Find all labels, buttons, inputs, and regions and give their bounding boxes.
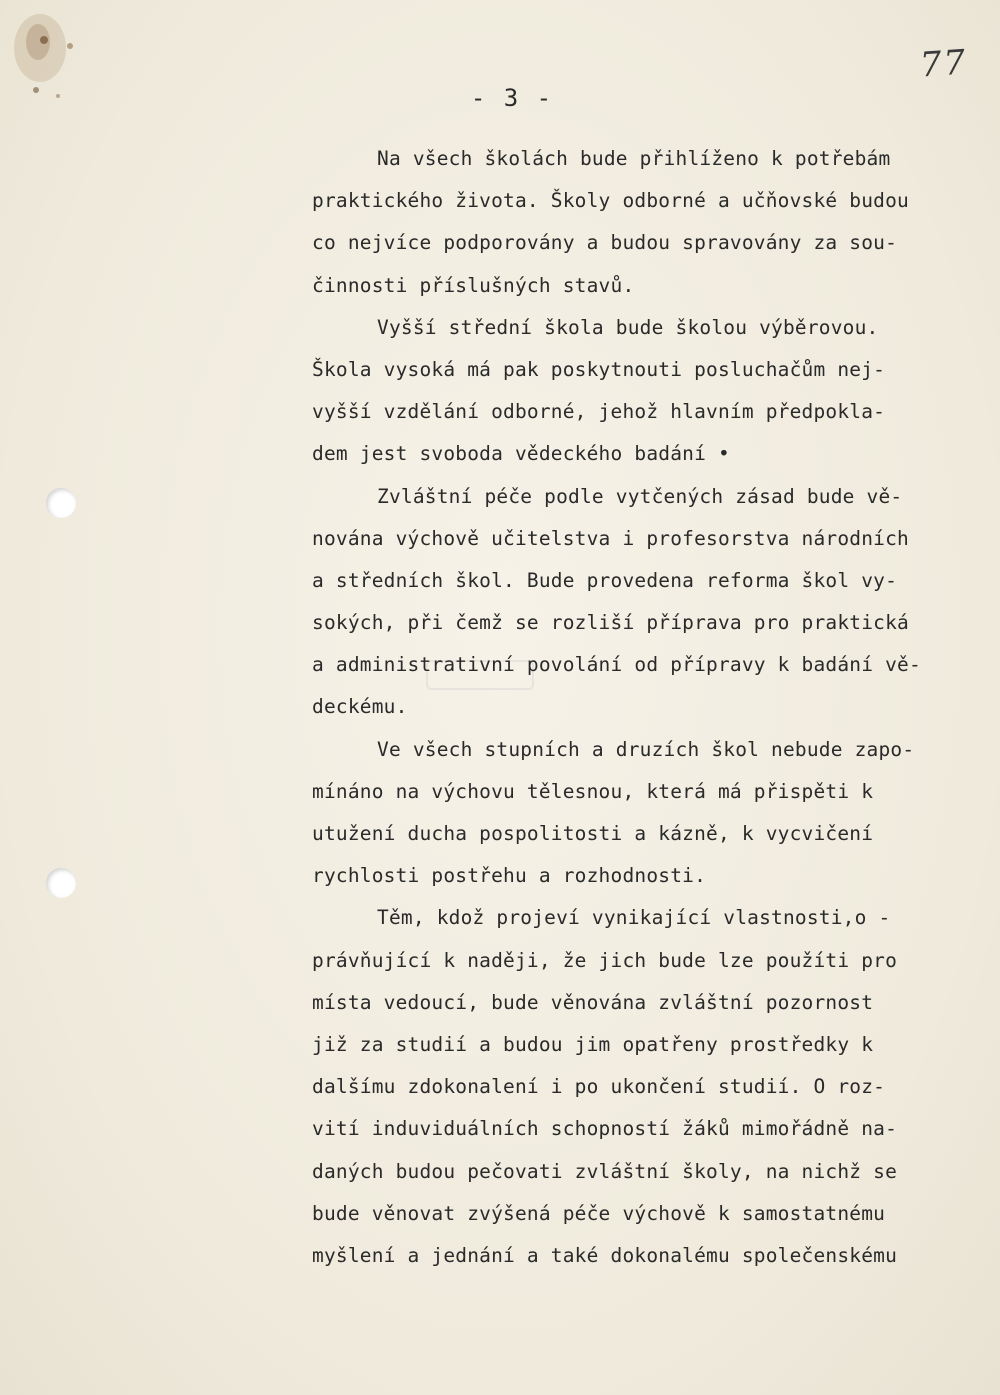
text-line: utužení ducha pospolitosti a kázně, k vycvičení [312,822,874,845]
rust-stain-mark [0,0,110,120]
text-line: již za studií a budou jim opatřeny prostředky k [312,1032,874,1056]
text-line: co nejvíce podporovány a budou spravovány za sou- [312,231,898,255]
text-line: dalšímu zdokonalení i po ukončení studií. O roz- [312,1075,886,1099]
folio-number: 77 [918,42,969,86]
text-line: vyšší vzdělání odborné, jehož hlavním předpokla- [312,400,886,424]
text-line: nována výchově učitelstva i profesorstva národních [312,526,909,550]
text-line: činnosti příslušných stavů. [312,273,635,297]
text-line: a administrativní povolání od přípravy k badání vě- [312,653,921,677]
text-line: Zvláštní péče podle vytčených zásad bude vě- [377,484,903,508]
text-line: deckému. [312,695,408,719]
text-line: Škola vysoká má pak poskytnouti posluchačům nej- [312,357,886,381]
text-line: právňující k naději, že jich bude lze použíti pro [312,948,898,972]
text-line: a středních škol. Bude provedena reforma škol vy- [312,568,898,592]
text-line: praktického života. Školy odborné a učňovské budou [312,189,909,213]
text-line: myšlení a jednání a také dokonalému společenskému [312,1243,898,1267]
typed-text-body [312,138,927,1277]
text-line: rychlosti postřehu a rozhodnosti. [312,864,707,888]
text-line: daných budou pečovati zvláštní školy, na nichž se [312,1159,898,1183]
punch-hole-upper [46,488,76,518]
text-line: Vyšší střední škola bude školou výběrovou. [377,315,879,339]
text-line: Těm, kdož projeví vynikající vlastnosti,o - [377,906,891,930]
page-number: - 3 - [470,84,554,112]
text-line: dem jest svoboda vědeckého badání • [312,442,730,466]
text-line: bude věnovat zvýšená péče výchově k samostatnému [312,1201,886,1225]
text-line: vití induviduálních schopností žáků mimořádně na- [312,1117,898,1141]
text-line: Na všech školách bude přihlíženo k potřebám [377,147,891,170]
text-line: Ve všech stupních a druzích škol nebude zapo- [377,737,915,761]
text-line: místa vedoucí, bude věnována zvláštní pozornost [312,990,874,1014]
text-line: mínáno na výchovu tělesnou, která má přispěti k [312,779,874,803]
text-line: sokých, při čemž se rozliší příprava pro praktická [312,611,909,635]
punch-hole-lower [46,868,76,898]
